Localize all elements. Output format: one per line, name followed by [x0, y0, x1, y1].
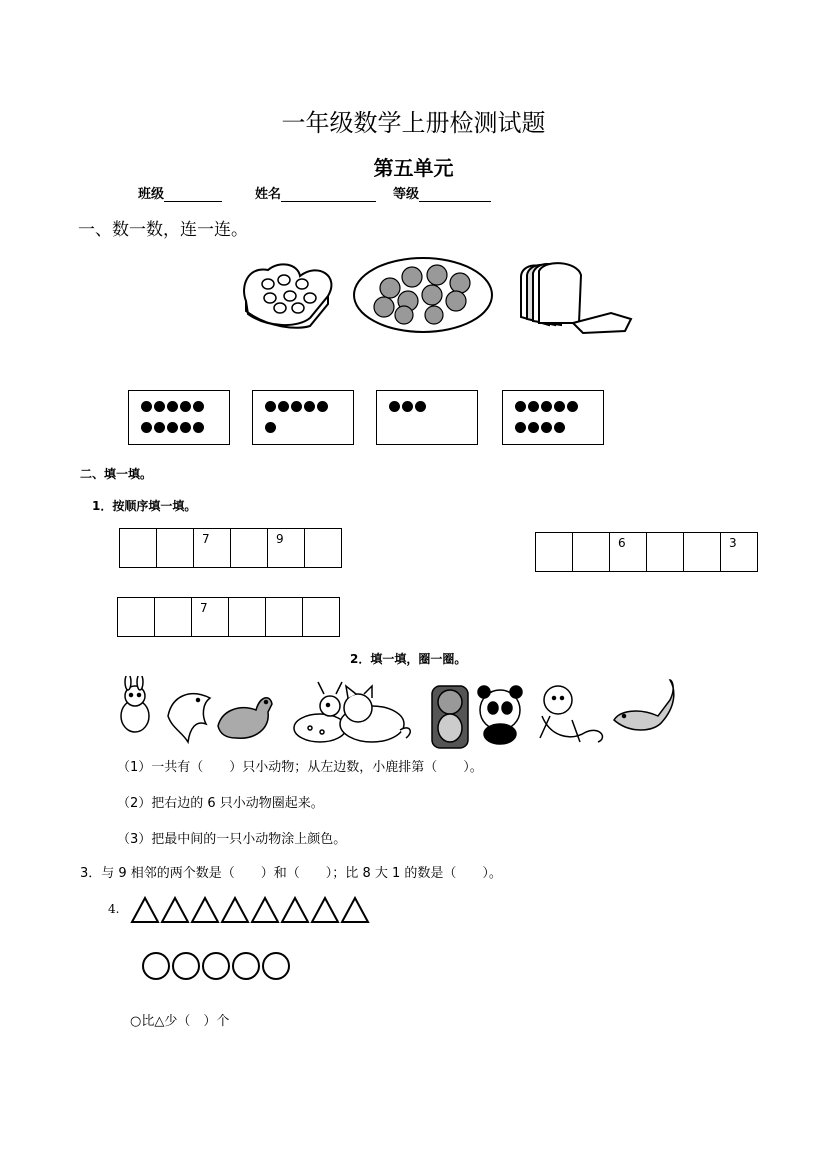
page-title: 一年级数学上册检测试题 [281, 109, 546, 137]
cat-picture [340, 686, 410, 742]
triangle-shape [162, 898, 188, 922]
dot-row [515, 422, 565, 433]
seq-cell[interactable]: 7 [194, 529, 231, 567]
orange-plate-picture [352, 255, 494, 335]
bread-picture [515, 257, 635, 337]
unit-subtitle: 第五单元 [373, 156, 454, 180]
triangles-row [130, 895, 376, 925]
circles-row [142, 952, 290, 980]
question-3: 3．与 9 相邻的两个数是（ ）和（ ）；比 8 大 1 的数是（ ）。 [80, 866, 502, 881]
question-2-3: （3）把最中间的一只小动物涂上颜色。 [117, 832, 347, 847]
seq-cell[interactable] [536, 533, 573, 571]
dolphin-picture [168, 694, 210, 742]
seq-cell[interactable]: 3 [729, 536, 737, 550]
triangle-shape [252, 898, 278, 922]
candy-box-picture [238, 256, 338, 332]
dot-row [141, 401, 204, 412]
seq-cell[interactable] [120, 529, 157, 567]
seq-cell[interactable] [118, 598, 155, 636]
circle-shape [232, 952, 260, 980]
sequence-c [117, 597, 340, 637]
class-label: 班级 [138, 187, 165, 202]
name-blank[interactable] [281, 187, 376, 202]
dot-box-4 [502, 390, 604, 445]
pigeon-picture [218, 698, 272, 738]
monkey-picture [540, 686, 602, 742]
name-field [255, 183, 376, 202]
question-4-text: ○比△少（ ）个 [130, 1014, 230, 1029]
question-2-2: （2）把右边的 6 只小动物圈起来。 [117, 796, 324, 811]
grade-label: 等级 [393, 187, 420, 202]
section1-heading: 一、数一数，连一连。 [78, 220, 248, 240]
seq-cell[interactable] [157, 529, 194, 567]
dot-row [141, 422, 204, 433]
sequence-a [119, 528, 342, 568]
circle-shape [172, 952, 200, 980]
triangle-shape [192, 898, 218, 922]
dot-row [265, 401, 328, 412]
dot-box-3 [376, 390, 478, 445]
grade-blank[interactable] [419, 187, 491, 202]
circle-shape [202, 952, 230, 980]
dot-box-2 [252, 390, 354, 445]
circle-shape [142, 952, 170, 980]
dot-box-1 [128, 390, 230, 445]
seq-cell[interactable] [305, 529, 341, 567]
seq-cell[interactable]: 6 [610, 533, 647, 571]
question-1: 1．按顺序填一填。 [92, 499, 197, 513]
section2-heading: 二、填一填。 [80, 467, 153, 481]
circle-shape [262, 952, 290, 980]
sequence-b [535, 532, 758, 572]
triangle-shape [222, 898, 248, 922]
triangle-shape [132, 898, 158, 922]
seq-cell[interactable] [647, 533, 684, 571]
triangle-shape [312, 898, 338, 922]
seq-cell[interactable]: 7 [192, 598, 229, 636]
dot-row [515, 401, 578, 412]
dot-row [389, 401, 426, 412]
question-2-1: （1）一共有（ ）只小动物；从左边数，小鹿排第（ ）。 [117, 760, 483, 775]
triangle-shape [342, 898, 368, 922]
seq-cell[interactable] [266, 598, 303, 636]
bird-picture [614, 680, 674, 730]
dog-picture [432, 686, 468, 748]
grade-field [393, 183, 491, 202]
question-2: 2．填一填，圈一圈。 [350, 652, 467, 666]
seq-cell[interactable] [684, 533, 721, 571]
animals-row [110, 676, 680, 752]
seq-cell[interactable] [573, 533, 610, 571]
triangle-shape [282, 898, 308, 922]
seq-cell[interactable] [303, 598, 339, 636]
seq-cell[interactable] [155, 598, 192, 636]
dot-row [265, 422, 276, 433]
rabbit-picture [121, 676, 149, 732]
class-blank[interactable] [164, 187, 222, 202]
seq-cell[interactable]: 9 [268, 529, 305, 567]
class-field [138, 183, 222, 202]
deer-picture [294, 682, 346, 742]
panda-picture [478, 686, 522, 744]
seq-cell[interactable] [229, 598, 266, 636]
name-label: 姓名 [255, 187, 282, 202]
question-4-label: 4. [108, 902, 120, 916]
seq-cell[interactable] [231, 529, 268, 567]
